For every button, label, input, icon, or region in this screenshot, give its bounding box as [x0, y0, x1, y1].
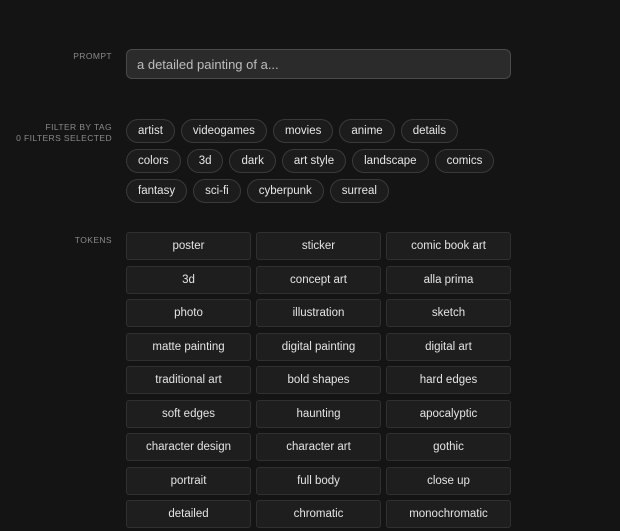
tokens-label: TOKENS: [74, 235, 112, 245]
tag-movies[interactable]: movies: [273, 119, 333, 143]
tag-comics[interactable]: comics: [435, 149, 495, 173]
token-portrait[interactable]: portrait: [126, 467, 251, 495]
prompt-label: PROMPT: [73, 51, 112, 61]
token-traditional-art[interactable]: traditional art: [126, 366, 251, 394]
token-haunting[interactable]: haunting: [256, 400, 381, 428]
tag-cyberpunk[interactable]: cyberpunk: [247, 179, 324, 203]
token-chromatic[interactable]: chromatic: [256, 500, 381, 528]
token-sketch[interactable]: sketch: [386, 299, 511, 327]
token-digital-painting[interactable]: digital painting: [256, 333, 381, 361]
tag-colors[interactable]: colors: [126, 149, 181, 173]
token-alla-prima[interactable]: alla prima: [386, 266, 511, 294]
token-full-body[interactable]: full body: [256, 467, 381, 495]
token-character-design[interactable]: character design: [126, 433, 251, 461]
tag-artist[interactable]: artist: [126, 119, 175, 143]
token-illustration[interactable]: illustration: [256, 299, 381, 327]
tag-art-style[interactable]: art style: [282, 149, 346, 173]
token-apocalyptic[interactable]: apocalyptic: [386, 400, 511, 428]
tag-anime[interactable]: anime: [339, 119, 394, 143]
token-soft-edges[interactable]: soft edges: [126, 400, 251, 428]
token-digital-art[interactable]: digital art: [386, 333, 511, 361]
token-3d[interactable]: 3d: [126, 266, 251, 294]
token-photo[interactable]: photo: [126, 299, 251, 327]
token-close-up[interactable]: close up: [386, 467, 511, 495]
token-gothic[interactable]: gothic: [386, 433, 511, 461]
filter-by-tag-label: FILTER BY TAG: [45, 122, 112, 132]
tag-3d[interactable]: 3d: [187, 149, 224, 173]
token-detailed[interactable]: detailed: [126, 500, 251, 528]
token-character-art[interactable]: character art: [256, 433, 381, 461]
token-matte-painting[interactable]: matte painting: [126, 333, 251, 361]
token-bold-shapes[interactable]: bold shapes: [256, 366, 381, 394]
token-sticker[interactable]: sticker: [256, 232, 381, 260]
token-comic-book-art[interactable]: comic book art: [386, 232, 511, 260]
token-grid: [126, 232, 512, 528]
tag-videogames[interactable]: videogames: [181, 119, 267, 143]
filters-selected-status: 0 FILTERS SELECTED: [16, 133, 112, 143]
tag-fantasy[interactable]: fantasy: [126, 179, 187, 203]
token-poster[interactable]: poster: [126, 232, 251, 260]
filter-label: [16, 122, 112, 144]
tag-surreal[interactable]: surreal: [330, 179, 389, 203]
prompt-input[interactable]: [126, 49, 511, 79]
token-hard-edges[interactable]: hard edges: [386, 366, 511, 394]
tag-dark[interactable]: dark: [229, 149, 275, 173]
tag-details[interactable]: details: [401, 119, 458, 143]
tag-landscape[interactable]: landscape: [352, 149, 428, 173]
token-concept-art[interactable]: concept art: [256, 266, 381, 294]
token-monochromatic[interactable]: monochromatic: [386, 500, 511, 528]
tag-list: [126, 119, 506, 203]
tag-sci-fi[interactable]: sci-fi: [193, 179, 241, 203]
